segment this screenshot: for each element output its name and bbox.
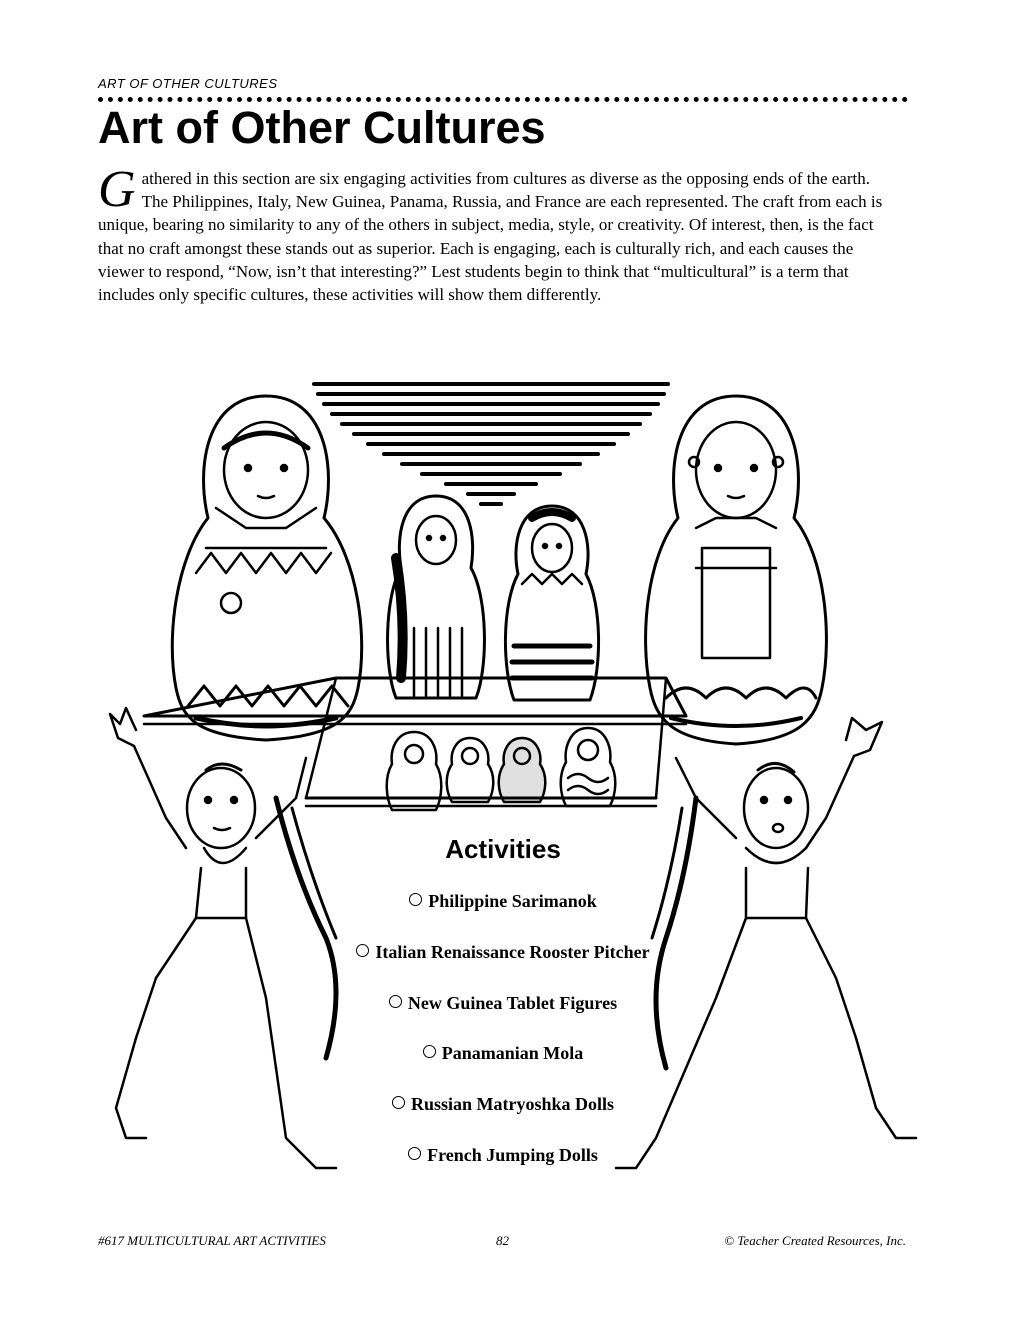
activity-item (300, 937, 706, 988)
footer-book-title: #617 MULTICULTURAL ART ACTIVITIES (98, 1233, 326, 1248)
checkbox-icon (392, 1096, 405, 1109)
checkbox-icon (389, 995, 402, 1008)
page-title: Art of Other Cultures (98, 102, 546, 153)
activity-label: New Guinea Tablet Figures (407, 992, 618, 1013)
intro-paragraph (98, 161, 898, 306)
background-stripes (314, 384, 668, 504)
medium-doll-1 (388, 496, 485, 698)
activity-item (300, 1089, 706, 1140)
intro-text: athered in this section are six engaging activities from cultures as diverse as the opposing ends of the earth. The Philippines, Italy, New Guinea, Panama, Russia, and France are each represented. The craft from each is unique, bearing no similarity to any of the others in subject, media, style, or creativity. Of interest, then, is the fact that no craft amongst these stands out as superior. Each is engaging, each is culturally rich, and each causes the viewer to respond, “Now, isn’t that interesting?” Lest students begin to think that “multicultural” is a term that includes only specific cultures, these activities will show them differently. (98, 169, 883, 305)
activity-item (300, 1140, 706, 1191)
activity-label: Italian Renaissance Rooster Pitcher (375, 941, 650, 962)
checkbox-icon (409, 893, 422, 906)
activity-item (300, 1038, 706, 1089)
activity-item (300, 886, 706, 937)
drop-cap: G (98, 161, 136, 218)
checkbox-icon (356, 944, 369, 957)
activity-label: Russian Matryoshka Dolls (410, 1094, 615, 1115)
medium-doll-2 (505, 506, 598, 700)
activity-item (300, 988, 706, 1039)
footer-page-number: 82 (496, 1233, 509, 1248)
activities-heading: Activities (445, 834, 561, 864)
large-doll-right (646, 396, 827, 744)
activity-label: French Jumping Dolls (427, 1144, 598, 1165)
footer-copyright: © Teacher Created Resources, Inc. (724, 1233, 906, 1248)
activity-label: Panamanian Mola (441, 1043, 584, 1064)
running-head: ART OF OTHER CULTURES (98, 76, 278, 91)
large-doll-left (172, 396, 361, 740)
activities-list (300, 886, 706, 1191)
checkbox-icon (423, 1045, 436, 1058)
activity-label: Philippine Sarimanok (428, 891, 597, 911)
checkbox-icon (408, 1147, 421, 1160)
